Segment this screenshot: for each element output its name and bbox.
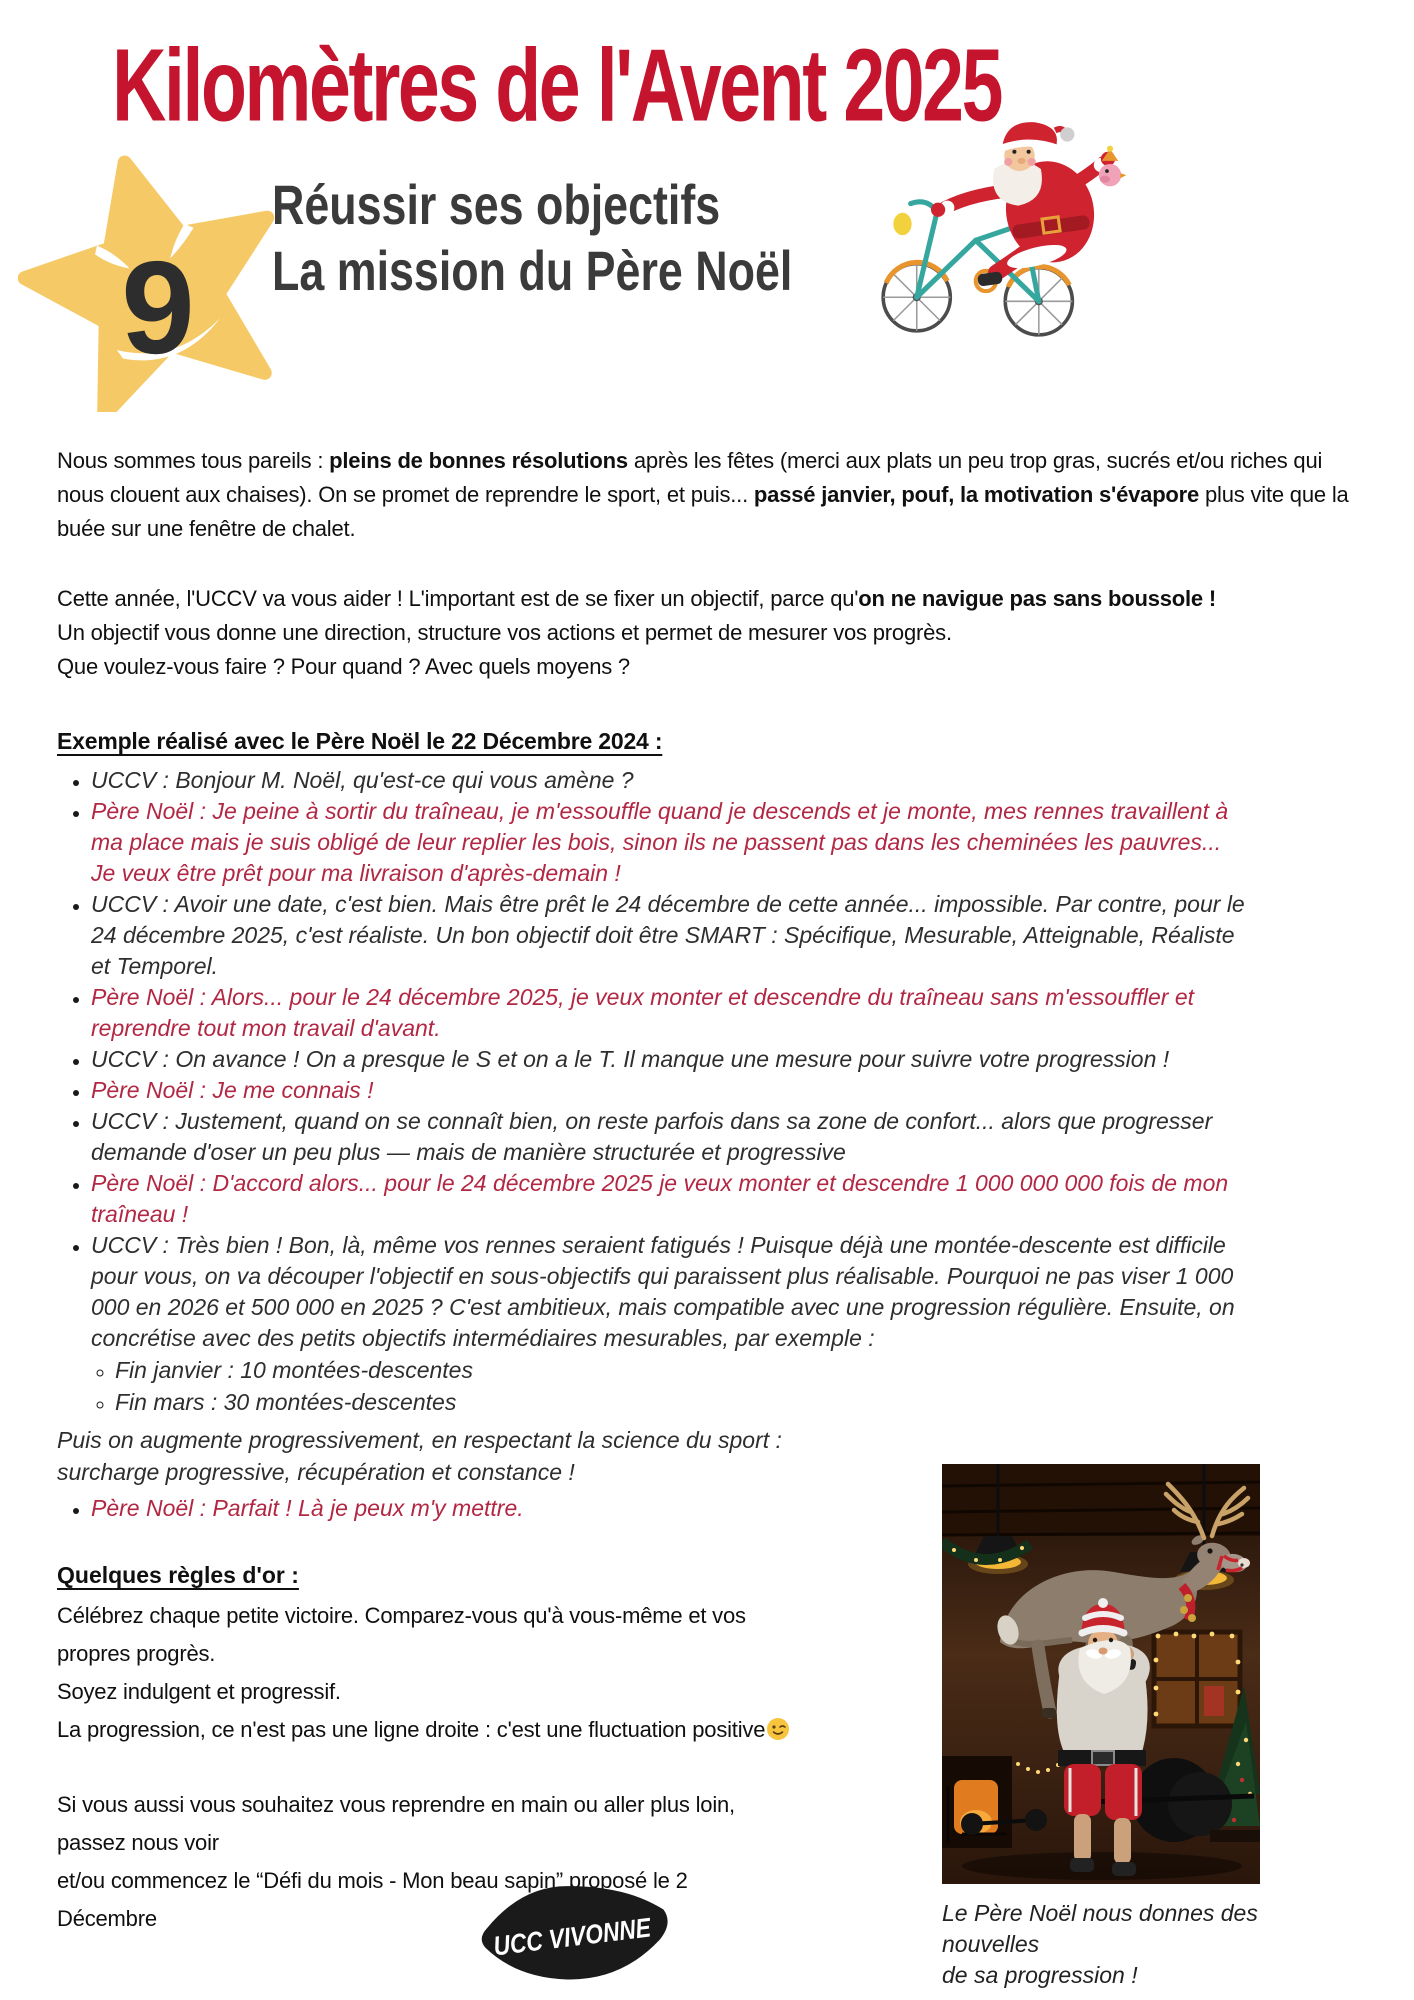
sub-objective-item: ◦ Fin janvier : 10 montées-descentes [115, 1354, 1247, 1386]
dialogue-item: • Père Noël : D'accord alors... pour le 24 décembre 2025 je veux monter et descendre 1 000 000 000 fois de mon traîneau ! [91, 1168, 1247, 1230]
body-column [57, 444, 1359, 1524]
star-icon [18, 140, 288, 412]
final-dialogue-item: • Père Noël : Parfait ! Là je peux m'y mettre. [57, 1492, 1359, 1524]
subtitle-line1: Réussir ses objectifs [272, 173, 721, 236]
ucc-vivonne-badge-icon [468, 1876, 676, 1994]
dialogue-item: • Père Noël : Alors... pour le 24 décembre 2025, je veux monter et descendre du traîneau sans m'essouffler et reprendre tout mon travail d'avant. [91, 982, 1247, 1044]
intro-paragraph: Nous sommes tous pareils : pleins de bonnes résolutions après les fêtes (merci aux plats un peu trop gras, sucrés et/ou riches qui nous clouent aux chaises). On se promet de reprendre le sport, et puis... passé janvier, pouf, la motivation s'évapore plus vite que la buée sur une fenêtre de chalet. [57, 448, 1349, 541]
santa-bicycle-illustration [852, 108, 1130, 342]
sub-objective-item: ◦ Fin mars : 30 montées-descentes [115, 1386, 1247, 1418]
subtitle [272, 172, 922, 304]
golden-rules-heading: Quelques règles d'or : [57, 1562, 299, 1588]
dialogue-item: • UCCV : Bonjour M. Noël, qu'est-ce qui vous amène ? [91, 765, 1247, 796]
dialogue-item: • UCCV : Très bien ! Bon, là, même vos rennes seraient fatigués ! Puisque déjà une montée-descente est difficile pour vous, on va découper l'objectif en sous-objectifs qui paraissent plus réalisable. Pourquoi ne pas viser 1 000 000 en 2026 et 500 000 en 2025 ? C'est ambitieux, mais compatible avec une progression régulière. Ensuite, on concrétise avec des petits objectifs intermédiaires mesurables, par exemple : ◦ Fin janvier : 10 montées-descentes ◦ Fin mars : 30 montées-descentes [91, 1230, 1247, 1418]
page-title: Kilomètres de l'Avent 2025 [112, 27, 1002, 143]
objective-paragraph: Cette année, l'UCCV va vous aider ! L'important est de se fixer un objectif, parce qu'on ne navigue pas sans boussole ! Un objectif vous donne une direction, structure vos actions et permet de mesurer vos progrès. Que voulez-vous faire ? Pour quand ? Avec quels moyens ? [57, 586, 1216, 679]
golden-rules: Quelques règles d'or : Célébrez chaque petite victoire. Comparez-vous qu'à vous-même et vos propres progrès. Soyez indulgent et progressif. La progression, ce n'est pas une ligne droite : c'est une fluctuation positive [57, 1562, 817, 1749]
closing-paragraph: Puis on augmente progressivement, en respectant la science du sport : surcharge progressive, récupération et constance ! [57, 1427, 782, 1485]
dialogue-item: • UCCV : On avance ! On a presque le S et on a le T. Il manque une mesure pour suivre votre progression ! [91, 1044, 1247, 1075]
photo-caption: Le Père Noël nous donnes des nouvelles de sa progression ! [942, 1900, 1258, 1988]
logo-text: UCC VIVONNE [491, 1908, 676, 1962]
santa-reindeer-photo [942, 1464, 1260, 1991]
subtitle-line2: La mission du Père Noël [272, 239, 793, 302]
footer-invitation: Si vous aussi vous souhaitez vous reprendre en main ou aller plus loin, passez nous voir et/ou commencez le “Défi du mois - Mon beau sapin” proposé le 2 Décembre [57, 1792, 735, 1931]
dialogue-item: • Père Noël : Je peine à sortir du traîneau, je m'essouffle quand je descends et je monte, mes rennes travaillent à ma place mais je suis obligé de leur replier les bois, sinon ils ne passent pas dans les cheminées les pauvres... Je veux être prêt pour ma livraison d'après-demain ! [91, 796, 1247, 889]
advent-day-star [18, 140, 288, 412]
dialogue-list [57, 765, 1247, 1418]
example-heading: Exemple réalisé avec le Père Noël le 22 Décembre 2024 : [57, 728, 663, 754]
wink-emoji-icon [766, 1715, 790, 1739]
star-number: 9 [121, 234, 195, 381]
santa-on-bike-icon [852, 108, 1130, 342]
dialogue-item: • UCCV : Avoir une date, c'est bien. Mais être prêt le 24 décembre de cette année... impossible. Par contre, pour le 24 décembre 2025, c'est réaliste. Un bon objectif doit être SMART : Spécifique, Mesurable, Atteignable, Réaliste et Temporel. [91, 889, 1247, 982]
dialogue-item: • UCCV : Justement, quand on se connaît bien, on reste parfois dans sa zone de confort... alors que progresser demande d'oser un peu plus — mais de manière structurée et progressive [91, 1106, 1247, 1168]
dialogue-item: • Père Noël : Je me connais ! [91, 1075, 1247, 1106]
ucc-vivonne-logo [468, 1876, 676, 1994]
sub-objectives-list [91, 1354, 1247, 1418]
